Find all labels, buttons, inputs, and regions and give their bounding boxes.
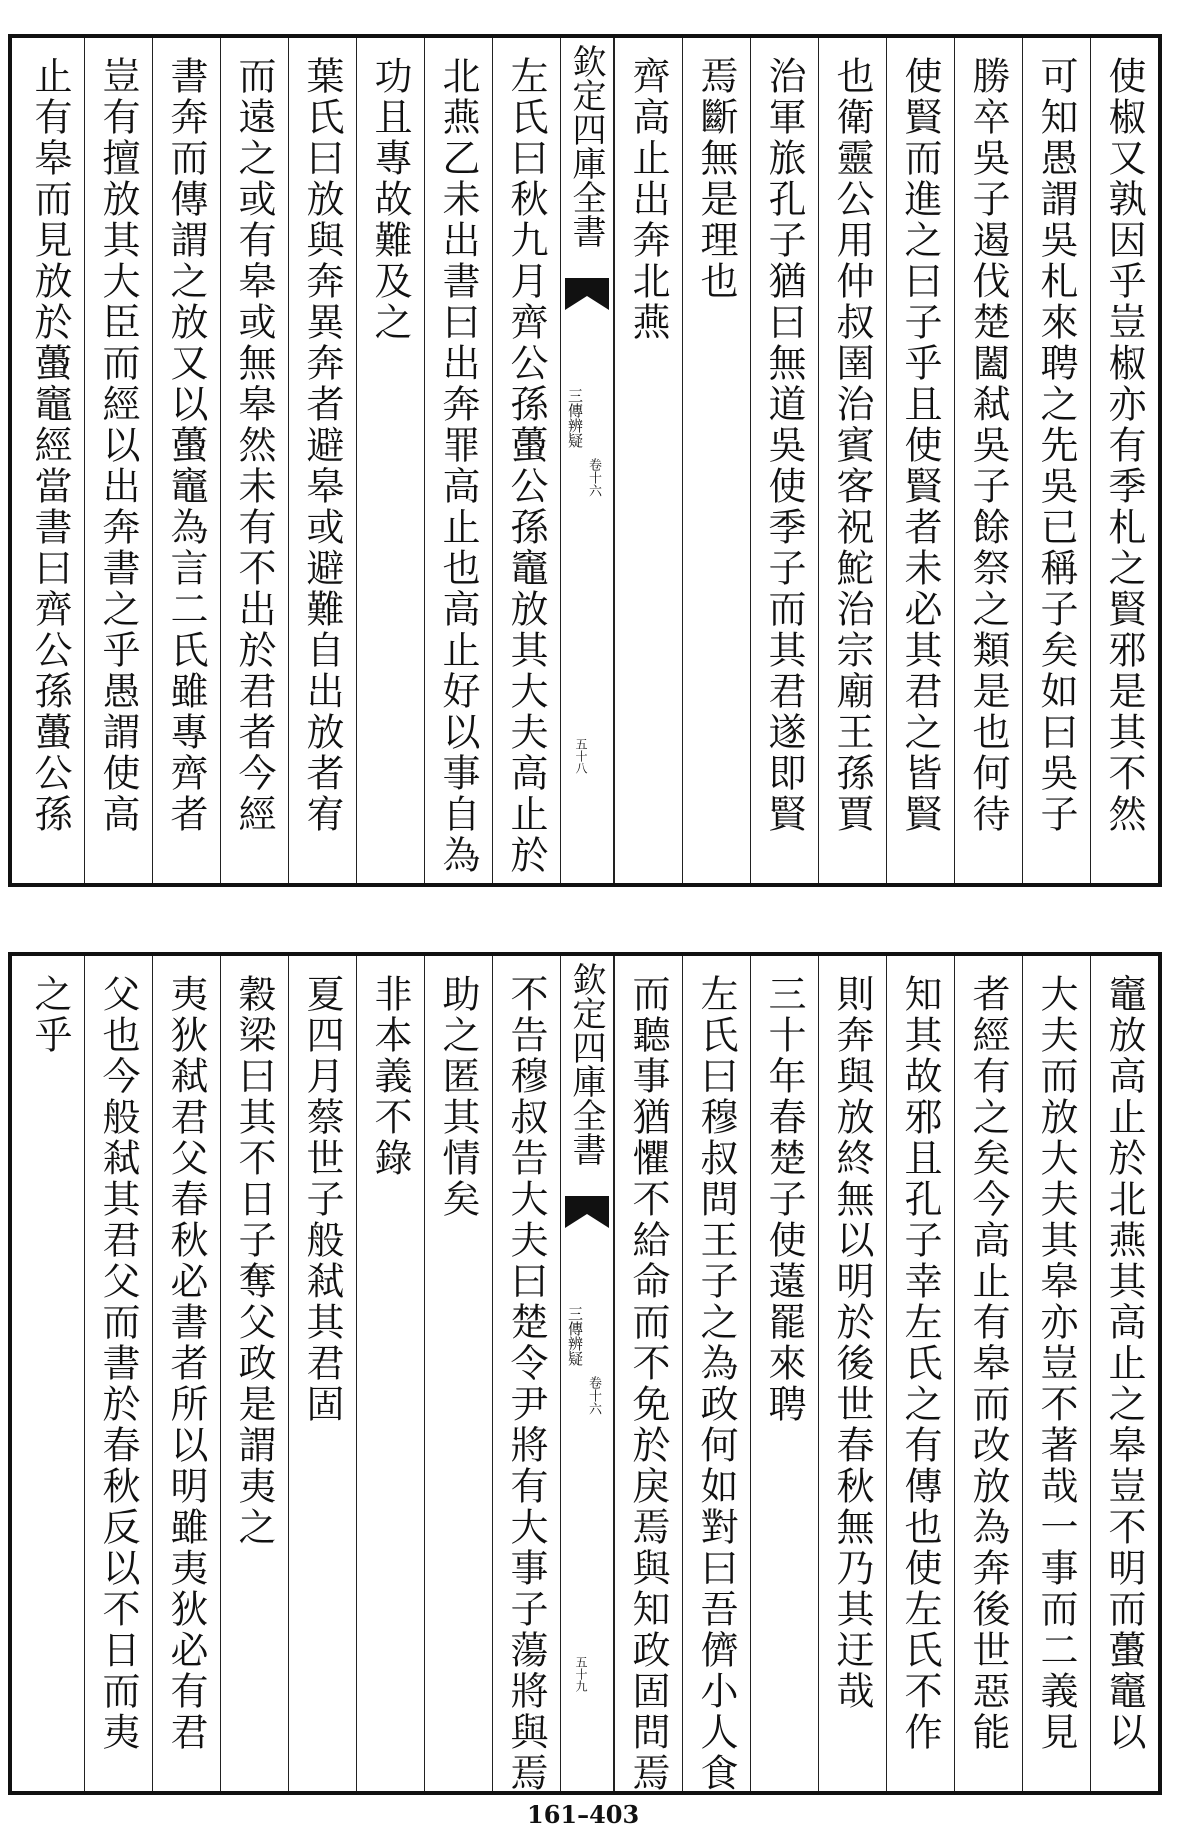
text-column <box>750 956 818 1791</box>
text-column <box>16 38 84 883</box>
center-fold <box>560 956 614 1791</box>
column-text: 大夫而放大夫其皋亦豈不著哉一事而二義見 <box>1034 974 1078 1753</box>
text-column <box>954 956 1022 1791</box>
book-title: 三傳辨疑 <box>566 1306 584 1366</box>
text-column <box>288 38 356 883</box>
column-text: 焉斷無是理也 <box>694 56 738 302</box>
fish-tail-mark-icon <box>565 278 609 310</box>
text-column <box>424 956 492 1791</box>
column-text: 止有皋而見放於蠆竈經當書曰齊公孫蠆公孫 <box>28 56 72 835</box>
text-column <box>356 38 424 883</box>
text-column <box>220 38 288 883</box>
text-column <box>818 38 886 883</box>
text-column <box>152 38 220 883</box>
column-text: 助之匿其情矣 <box>436 974 480 1220</box>
text-column <box>16 956 84 1791</box>
volume-label: 卷十六 <box>586 1376 601 1415</box>
page-number: 161–403 <box>527 1800 640 1829</box>
folio-number: 五十九 <box>574 1656 588 1692</box>
column-text: 書奔而傳謂之放又以蠆竈為言二氏雖專齊者 <box>164 56 208 835</box>
column-text: 功且專故難及之 <box>368 56 412 343</box>
page-panel-top <box>8 34 1162 887</box>
column-text: 使椒又孰因乎豈椒亦有季札之賢邪是其不然 <box>1102 56 1146 835</box>
text-column <box>1090 38 1158 883</box>
text-column <box>84 38 152 883</box>
column-text: 之乎 <box>28 974 72 1056</box>
text-column <box>424 38 492 883</box>
column-text: 豈有擅放其大臣而經以出奔書之乎愚謂使高 <box>96 56 140 835</box>
page-panel-bottom <box>8 952 1162 1795</box>
column-text: 而聽事猶懼不給命而不免於戾焉與知政固問焉 <box>626 974 670 1794</box>
text-column <box>954 38 1022 883</box>
library-title: 欽定四庫全書 <box>566 962 606 1166</box>
folio-number: 五十八 <box>574 738 588 774</box>
center-fold <box>560 38 614 883</box>
column-text: 不告穆叔告大夫曰楚令尹將有大事子蕩將與焉 <box>504 974 548 1794</box>
text-column <box>1090 956 1158 1791</box>
column-text: 齊高止出奔北燕 <box>626 56 670 343</box>
column-text: 夏四月蔡世子般弒其君固 <box>300 974 344 1425</box>
text-column <box>84 956 152 1791</box>
column-text: 北燕乙未出書曰出奔罪高止也高止好以事自為 <box>436 56 480 876</box>
column-text: 知其故邪且孔子幸左氏之有傳也使左氏不作 <box>898 974 942 1753</box>
column-text: 穀梁曰其不日子奪父政是謂夷之 <box>232 974 276 1548</box>
library-title: 欽定四庫全書 <box>566 44 606 248</box>
column-text: 也衛靈公用仲叔圉治賓客祝鮀治宗廟王孫賈 <box>830 56 874 835</box>
volume-label: 卷十六 <box>586 458 601 497</box>
text-column <box>614 38 682 883</box>
text-column <box>1022 956 1090 1791</box>
column-text: 左氏曰秋九月齊公孫蠆公孫竈放其大夫高止於 <box>504 56 548 876</box>
column-text: 勝卒吳子遏伐楚闔弒吳子餘祭之類是也何待 <box>966 56 1010 835</box>
text-column <box>818 956 886 1791</box>
column-text: 左氏曰穆叔問王子之為政何如對曰吾儕小人食 <box>694 974 738 1794</box>
column-text: 治軍旅孔子猶曰無道吳使季子而其君遂即賢 <box>762 56 806 835</box>
text-column <box>682 38 750 883</box>
column-text: 非本義不錄 <box>368 974 412 1179</box>
text-column <box>1022 38 1090 883</box>
column-text: 葉氏曰放與奔異奔者避皋或避難自出放者宥 <box>300 56 344 835</box>
column-text: 三十年春楚子使薳罷來聘 <box>762 974 806 1425</box>
text-column <box>682 956 750 1794</box>
book-title: 三傳辨疑 <box>566 388 584 448</box>
column-text: 而遠之或有皋或無皋然未有不出於君者今經 <box>232 56 276 835</box>
text-column <box>886 38 954 883</box>
column-text: 夷狄弒君父春秋必書者所以明雖夷狄必有君 <box>164 974 208 1753</box>
text-column <box>356 956 424 1791</box>
text-column <box>492 956 560 1794</box>
column-text: 使賢而進之曰子乎且使賢者未必其君之皆賢 <box>898 56 942 835</box>
column-text: 竈放高止於北燕其高止之皋豈不明而蠆竈以 <box>1102 974 1146 1753</box>
fish-tail-mark-icon <box>565 1196 609 1228</box>
text-column <box>492 38 560 883</box>
column-text: 則奔與放終無以明於後世春秋無乃其迂哉 <box>830 974 874 1712</box>
text-column <box>220 956 288 1791</box>
column-text: 父也今般弒其君父而書於春秋反以不日而夷 <box>96 974 140 1753</box>
text-column <box>750 38 818 883</box>
column-text: 者經有之矣今高止有皋而改放為奔後世惡能 <box>966 974 1010 1753</box>
text-column <box>614 956 682 1794</box>
text-column <box>152 956 220 1791</box>
column-text: 可知愚謂吳札來聘之先吳已稱子矣如曰吳子 <box>1034 56 1078 835</box>
text-column <box>288 956 356 1791</box>
text-column <box>886 956 954 1791</box>
